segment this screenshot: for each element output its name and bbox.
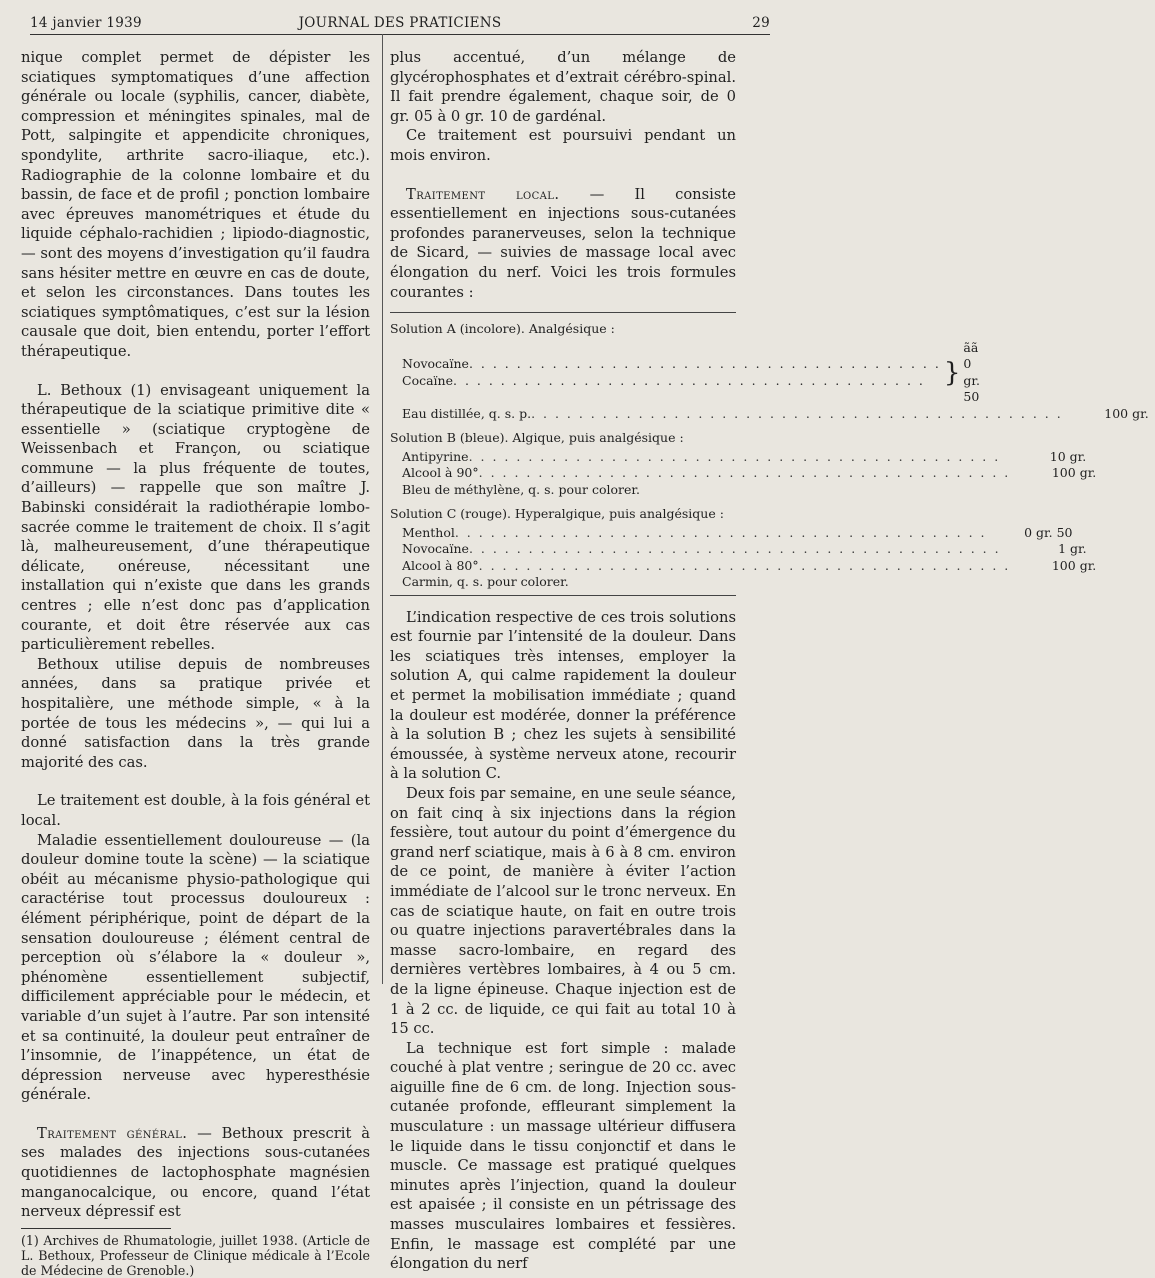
ingredient: Novocaïne [402,356,469,372]
solution-title: Solution A (incolore). Analgésique : [390,321,615,337]
section-heading: Traitement local. [406,185,560,203]
page-number: 29 [752,15,770,31]
journal-title: JOURNAL DES PRATICIENS [298,15,502,31]
ingredient: Novocaïne [402,541,469,557]
ingredient: Eau distillée, q. s. p. [402,405,532,421]
ingredient: Cocaïne [402,372,453,388]
right-column [390,48,1149,1274]
footnote-rule [21,1228,171,1229]
ingredient: Bleu de méthylène, q. s. pour colorer. [402,481,640,497]
quantity: 0 gr. 50 [1024,524,1073,540]
paragraph: Deux fois par semaine, en une seule séance, on fait cinq à six injections dans la région fessière, tout autour du point d’émergence du grand nerf sciatique, mais à 6 à 8 cm. environ de ce point, de manière à éviter l’action immédiate de l’alcool sur le tronc nerveux. En cas de sciatique haute, on fait en outre trois ou quatre injections paravertébrales dans la masse sacro-lombaire, en regard des dernières vertèbres lombaires, à 4 ou 5 cm. de la ligne épineuse. Chaque injection est de 1 à 2 cc. de liquide, ce qui fait au total 10 à 15 cc. [390,784,736,1038]
brace-group [390,339,980,406]
quantity: 10 gr. [1049,448,1087,464]
footnote: (1) Archives de Rhumatologie, juillet 1938. (Article de L. Bethoux, Professeur de Clinique médicale à l’Ecole de Médecine de Grenoble.) [21,1232,370,1278]
paragraph: Traitement local. — Il consiste essentiellement en injections sous-cutanées profondes paranerveuses, selon la technique de Sicard, — suivies de massage local avec élongation du nerf. Voici les trois formules courantes : [390,185,736,301]
paragraph: Ce traitement est poursuivi pendant un mois environ. [390,127,736,164]
quantity: 100 gr. [1104,405,1149,421]
ingredient: Antipyrine [402,448,469,464]
ingredient: Alcool à 90° [402,465,479,481]
paragraph: Traitement général. — Bethoux prescrit à ses malades des injections sous-cutanées quotidiennes de lactophosphate magnésien manganocalcique, ou encore, quand l’état nerveux dépressif est [21,1124,370,1221]
quantity: 100 gr. [1051,557,1097,573]
paragraph: nique complet permet de dépister les sciatiques symptomatiques d’une affection générale ou locale (syphilis, cancer, diabète, compression et méningites spinales, mal de Pott, salpingite et appendicite chroniques, spondylite, arthrite sacro-iliaque, etc.). Radiographie de la colonne lombaire et du bassin, de face et de profil ; ponction lombaire avec épreuves manométriques et étude du liquide céphalo-rachidien ; lipiodo-diagnostic, — sont des moyens d’investigation qu’il faudra sans hésiter mettre en œuvre en cas de doute, et selon les circonstances. Dans toutes les sciatiques symptômatiques, c’est sur la lésion causale que doit, bien entendu, porter l’effort thérapeutique. [21,49,371,360]
paragraph: Maladie essentiellement douloureuse — (la douleur domine toute la scène) — la sciatique obéit au mécanisme physio-pathologique qui caractérise tout processus douloureux : élément périphérique, point de départ de la sensation douloureuse ; élément central de perception où s’élabore la « douleur », phénomène essentiellement subjectif, difficilement appréciable pour le médecin, et variable d’un sujet à l’autre. Par son intensité et sa continuité, la douleur peut entraîner de l’insomnie, de l’inappétence, un état de dépression nerveuse avec hyperesthésie générale. [21,831,370,1104]
ingredient: Alcool à 80° [402,557,479,573]
header-rule [30,34,770,35]
solution-title: Solution C (rouge). Hyperalgique, puis analgésique : [390,506,724,522]
brace: } [943,357,961,388]
paragraph: L. Bethoux (1) envisageant uniquement la thérapeutique de la sciatique primitive dite « essentielle » (sciatique cryptogène de Weissenbach et Françon, ou sciatique commune — la plus fréquente de toutes, d’ailleurs) — rappelle que son maître J. Babinski considérait la radiothérapie lombo-sacrée comme le traitement de choix. Il s’agit là, malheureusement, d’une thérapeutique délicate, onéreuse, nécessitant une installation qui n’existe que dans les grands centres ; elle n’est donc pas d’application courante, et doit être réservée aux cas particulièrement rebelles. [21,381,370,654]
paragraph: Bethoux utilise depuis de nombreuses années, dans sa pratique privée et hospitalière, une méthode simple, « à la portée de tous les médecins », — qui lui a donné satisfaction dans la très grande majorité des cas. [21,655,370,771]
section-heading: Traitement général. [37,1124,188,1142]
quantity: 1 gr. [1058,541,1087,557]
ingredient: Carmin, q. s. pour colorer. [402,574,569,590]
quantity: 100 gr. [1051,465,1097,481]
paragraph: Le traitement est double, à la fois général et local. [21,792,370,829]
solution-title: Solution B (bleue). Algique, puis analgésique : [390,430,684,446]
formula-box [390,312,1149,596]
paragraph: L’indication respective de ces trois solutions est fournie par l’intensité de la douleur. Dans les sciatiques très intenses, employer la solution A, qui calme rapidement la douleur et permet la mobilisation immédiate ; quand la douleur est modérée, donner la préférence à la solution B ; chez les sujets à sensibilité émoussée, à système nerveux atone, recourir à la solution C. [390,608,736,783]
quantity: ãã 0 gr. 50 [963,339,980,405]
left-column [21,48,370,1278]
paragraph: plus accentué, d’un mélange de glycérophosphates et d’extrait cérébro-spinal. Il fait prendre également, chaque soir, de 0 gr. 05 à 0 gr. 10 de gardénal. [390,49,736,125]
column-divider [382,34,383,984]
ingredient: Menthol [402,524,455,540]
paragraph: La technique est fort simple : malade couché à plat ventre ; seringue de 20 cc. avec aiguille fine de 6 cm. de long. Injection sous-cutanée profonde, effleurant simplement la musculature : un massage ultérieur diffusera le liquide dans le tissu conjonctif et dans le muscle. Ce massage est pratiqué quelques minutes après l’injection, quand la douleur est apaisée ; il consiste en un pétrissage des masses musculaires lombaires et fessières. Enfin, le massage est complété par une élongation du nerf [390,1039,736,1273]
issue-date: 14 janvier 1939 [30,15,142,31]
